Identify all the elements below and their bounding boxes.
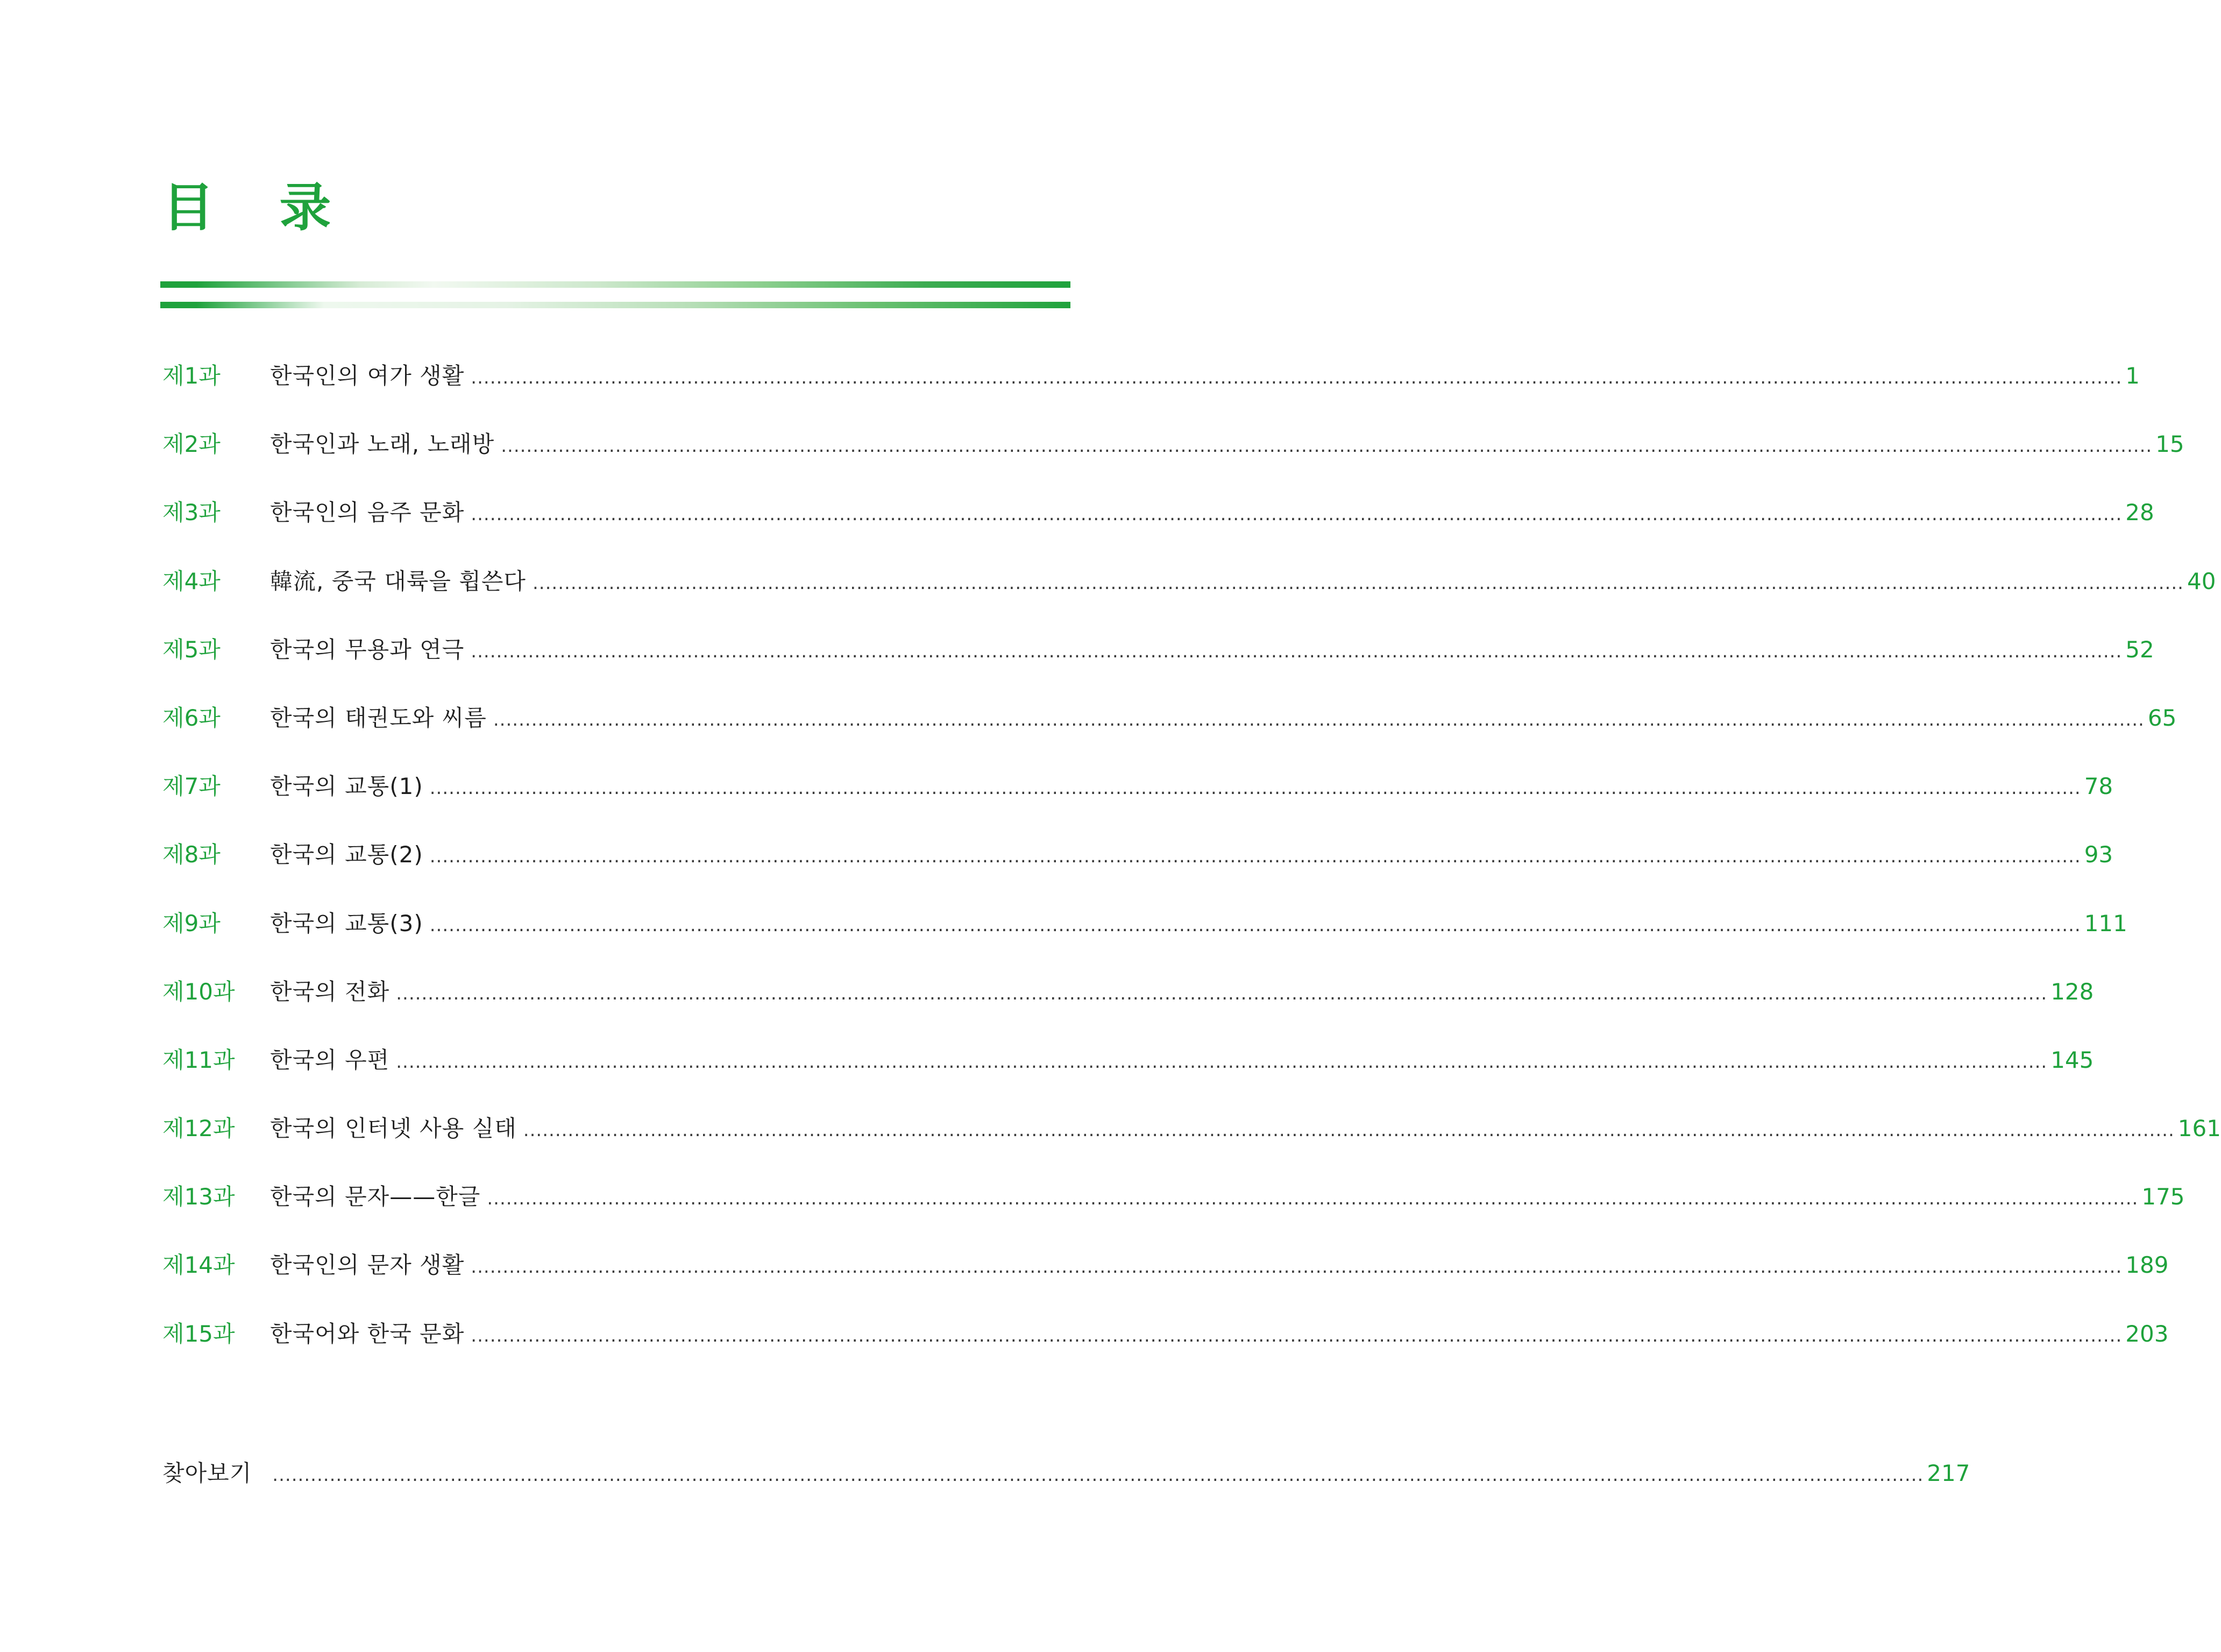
toc-entry-7[interactable] — [162, 765, 2113, 834]
toc-chapter-label: 제13과 — [162, 1183, 235, 1210]
toc-entry-10[interactable] — [162, 971, 2094, 1039]
index-page-number: 217 — [1927, 1460, 1970, 1486]
title-rule-bottom — [160, 302, 1070, 308]
toc-entry-14[interactable] — [162, 1244, 2169, 1313]
toc-entry-11[interactable] — [162, 1039, 2094, 1108]
toc-page-number: 128 — [2050, 978, 2094, 1005]
toc-title: 한국인의 여가 생활 — [270, 363, 465, 389]
toc-entry-3[interactable] — [162, 492, 2154, 560]
toc-title: 한국의 태권도와 씨름 — [270, 704, 487, 731]
toc-chapter-label: 제10과 — [162, 978, 235, 1005]
dot-leader: .................................................................................................................................................................................................................................................................... — [493, 708, 2145, 731]
toc-page-number: 28 — [2125, 499, 2154, 526]
dot-leader: .................................................................................................................................................................................................................................................................... — [429, 777, 2081, 799]
toc-page-number: 111 — [2084, 910, 2127, 937]
dot-leader: .................................................................................................................................................................................................................................................................... — [532, 572, 2184, 594]
dot-leader: .................................................................................................................................................................................................................................................................... — [429, 846, 2081, 868]
dot-leader: .................................................................................................................................................................................................................................................................... — [471, 1256, 2123, 1278]
toc-page-number: 175 — [2141, 1183, 2185, 1210]
toc-title: 한국인과 노래, 노래방 — [270, 431, 495, 458]
dot-leader: .................................................................................................................................................................................................................................................................... — [487, 1188, 2139, 1210]
toc-title: 한국의 교통(1) — [270, 773, 423, 800]
toc-page-number: 78 — [2084, 773, 2113, 800]
toc-page-number: 161 — [2177, 1115, 2221, 1142]
toc-page-number: 1 — [2125, 363, 2140, 389]
toc-entry-15[interactable] — [162, 1313, 2169, 1381]
toc-title: 한국의 교통(3) — [270, 910, 423, 937]
toc-page-number: 93 — [2084, 841, 2113, 868]
toc-entry-8[interactable] — [162, 834, 2113, 902]
toc-entry-9[interactable] — [162, 903, 2127, 971]
dot-leader: .................................................................................................................................................................................................................................................................... — [501, 435, 2153, 457]
toc-chapter-label: 제11과 — [162, 1046, 235, 1073]
index-entry[interactable] — [162, 1452, 1970, 1496]
dot-leader: .................................................................................................................................................................................................................................................................... — [471, 1324, 2123, 1346]
index-label: 찾아보기 — [162, 1460, 252, 1486]
toc-page-number: 189 — [2125, 1252, 2169, 1279]
toc-page-number: 40 — [2187, 568, 2216, 594]
toc-chapter-label: 제7과 — [162, 773, 221, 800]
dot-leader: .................................................................................................................................................................................................................................................................... — [429, 914, 2081, 936]
toc-entry-12[interactable] — [162, 1108, 2221, 1176]
dot-leader: .................................................................................................................................................................................................................................................................... — [523, 1119, 2175, 1141]
toc-chapter-label: 제6과 — [162, 704, 221, 731]
toc-page-number: 145 — [2050, 1046, 2094, 1073]
toc-title: 한국인의 문자 생활 — [270, 1252, 465, 1279]
toc-entry-5[interactable] — [162, 629, 2154, 697]
dot-leader: .................................................................................................................................................................................................................................................................... — [471, 367, 2123, 388]
table-of-contents — [162, 355, 2221, 1381]
toc-page-number: 203 — [2125, 1320, 2169, 1347]
dot-leader: .................................................................................................................................................................................................................................................................... — [396, 1051, 2048, 1073]
dot-leader: .................................................................................................................................................................................................................................................................... — [471, 640, 2123, 662]
toc-entry-1[interactable] — [162, 355, 2140, 423]
toc-chapter-label: 제12과 — [162, 1115, 235, 1142]
toc-chapter-label: 제8과 — [162, 841, 221, 868]
toc-chapter-label: 제4과 — [162, 568, 221, 594]
toc-chapter-label: 제3과 — [162, 499, 221, 526]
toc-title: 한국어와 한국 문화 — [270, 1320, 465, 1347]
toc-chapter-label: 제5과 — [162, 636, 221, 663]
toc-page-number: 52 — [2125, 636, 2154, 663]
toc-title: 한국의 교통(2) — [270, 841, 423, 868]
toc-title: 한국의 우편 — [270, 1046, 390, 1073]
toc-entry-4[interactable] — [162, 561, 2216, 629]
toc-entry-13[interactable] — [162, 1176, 2185, 1244]
toc-title: 한국의 문자——한글 — [270, 1183, 481, 1210]
title-rule-top — [160, 281, 1070, 288]
toc-entry-6[interactable] — [162, 697, 2177, 765]
toc-chapter-label: 제1과 — [162, 363, 221, 389]
toc-page-number: 15 — [2155, 431, 2184, 458]
toc-chapter-label: 제9과 — [162, 910, 221, 937]
dot-leader: .................................................................................................................................................................................................................................................................... — [272, 1464, 1924, 1486]
toc-chapter-label: 제15과 — [162, 1320, 235, 1347]
toc-chapter-label: 제14과 — [162, 1252, 235, 1279]
toc-chapter-label: 제2과 — [162, 431, 221, 458]
toc-page-number: 65 — [2147, 704, 2177, 731]
dot-leader: .................................................................................................................................................................................................................................................................... — [471, 504, 2123, 526]
page-title: 目 录 — [162, 178, 355, 238]
toc-title: 한국의 인터넷 사용 실태 — [270, 1115, 517, 1142]
dot-leader: .................................................................................................................................................................................................................................................................... — [396, 982, 2048, 1004]
toc-title: 한국의 무용과 연극 — [270, 636, 465, 663]
toc-title: 韓流, 중국 대륙을 휩쓴다 — [270, 568, 526, 594]
toc-title: 한국인의 음주 문화 — [270, 499, 465, 526]
toc-title: 한국의 전화 — [270, 978, 390, 1005]
toc-entry-2[interactable] — [162, 423, 2184, 492]
